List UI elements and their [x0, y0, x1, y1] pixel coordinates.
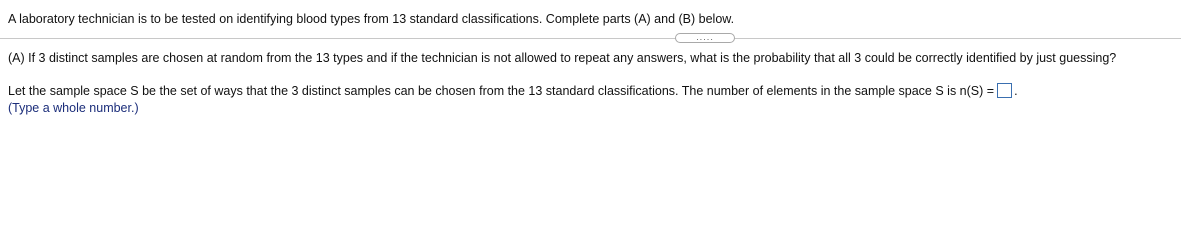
expand-collapse-button[interactable]: [675, 33, 735, 43]
sample-space-answer-input[interactable]: [997, 83, 1012, 98]
answer-period: .: [1014, 83, 1018, 98]
ellipsis-icon: .....: [696, 33, 714, 42]
section-divider: [0, 38, 1181, 39]
problem-statement: A laboratory technician is to be tested on identifying blood types from 13 standard classifications. Complete parts (A) and (B) below.: [8, 12, 735, 26]
answer-format-hint: (Type a whole number.): [8, 101, 139, 115]
sample-space-prompt: [8, 83, 1018, 98]
part-a-question: (A) If 3 distinct samples are chosen at random from the 13 types and if the technician is not allowed to repeat any answers, what is the probability that all 3 could be correctly identified by just guessing?: [8, 51, 1117, 65]
sample-space-text: Let the sample space S be the set of ways that the 3 distinct samples can be chosen from the 13 standard classifications. The number of elements in the sample space S is n(S) =: [8, 83, 995, 98]
